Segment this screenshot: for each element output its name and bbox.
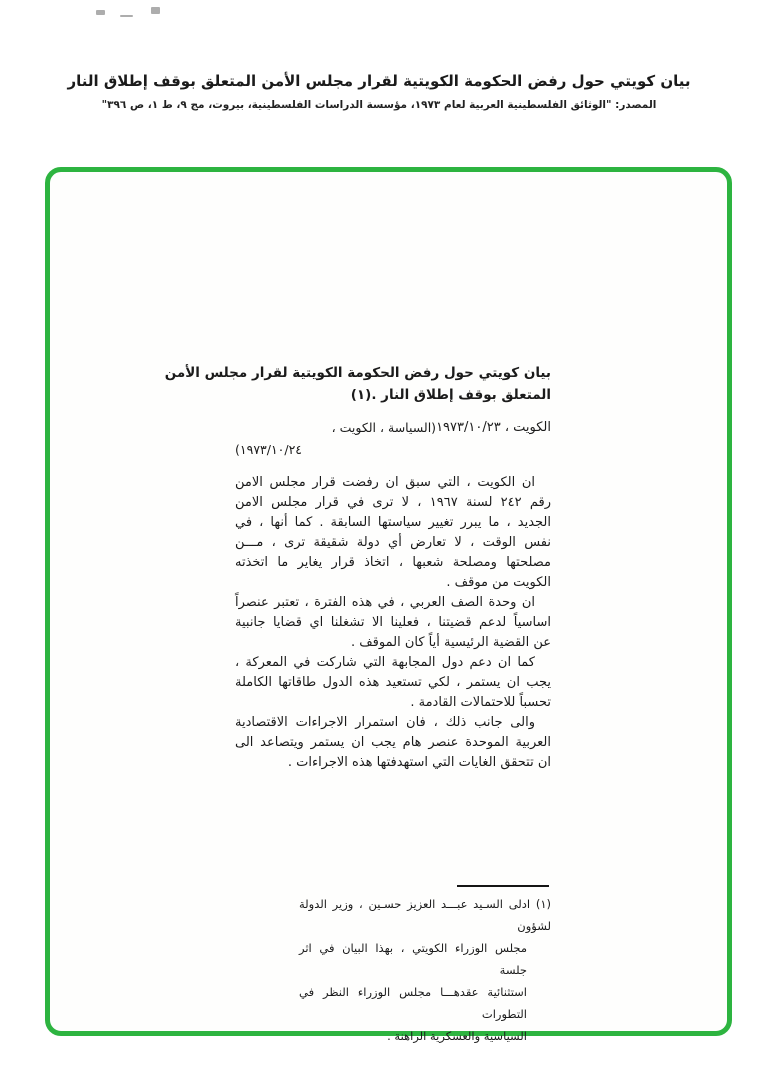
document-frame	[45, 167, 732, 1043]
document-title	[164, 362, 551, 406]
text-line: نفس الوقت ، لا تعارض أي دولة شقيقة ترى ، مـــن	[235, 535, 551, 550]
text-line: ان الكويت ، التي سبق ان رفضت قرار مجلس الامن	[235, 475, 535, 490]
text-line: العربية الموحدة عنصر هام يجب ان يستمر ويتصاعد الى	[235, 735, 551, 750]
paragraph	[235, 713, 551, 773]
source-attribution-line: (السياسة ، الكويت ،	[331, 420, 437, 435]
text-line: استثنائية عقدهـــا مجلس الوزراء النظر في التطورات	[299, 985, 527, 1021]
paragraph	[235, 653, 551, 713]
text-line: (١) ادلى السـيد عبـــد العزيز حسـين ، وزير الدولة لشؤون	[299, 897, 551, 933]
document-body	[235, 473, 551, 773]
paragraph	[235, 593, 551, 653]
text-line: والى جانب ذلك ، فان استمرار الاجراءات الاقتصادية	[235, 715, 535, 730]
page-header-title: بيان كويتي حول رفض الحكومة الكويتية لقرار مجلس الأمن المتعلق بوقف إطلاق النار	[67, 72, 691, 90]
scan-artifact	[151, 7, 160, 14]
text-line: عن القضية الرئيسية أياً كان الموقف .	[350, 635, 551, 650]
footnote-text	[299, 893, 551, 1047]
text-line: المتعلق بوقف إطلاق النار .(١)	[350, 387, 551, 403]
text-line: كما ان دعم دول المجابهة التي شاركت في المعركة ،	[235, 655, 535, 670]
text-line: تحسباً للاحتمالات القادمة .	[410, 695, 551, 710]
text-line: الجديد ، ما يبرر تغيير سياستها السابقة . كما أنها ، في	[235, 515, 551, 530]
paragraph	[235, 473, 551, 593]
text-line: الكويت من موقف .	[446, 575, 551, 590]
text-line: مجلس الوزراء الكويتي ، بهذا البيان في اثر جلسة	[299, 941, 527, 977]
dateline: الكويت ، ١٩٧٣/١٠/٢٣	[436, 420, 551, 435]
text-line: ان تتحقق الغايات التي استهدفتها هذه الاجراءات .	[287, 755, 551, 770]
source-attribution	[235, 417, 436, 461]
scan-artifact	[96, 10, 105, 15]
scan-artifact	[120, 15, 133, 17]
footnote	[299, 885, 551, 1047]
text-line: بيان كويتي حول رفض الحكومة الكويتية لقرار مجلس الأمن	[164, 365, 551, 381]
text-line: السياسية والعسكرية الراهنة .	[387, 1029, 527, 1043]
text-line: رقم ٢٤٢ لسنة ١٩٦٧ ، لا ترى في قرار مجلس الامن	[235, 495, 552, 510]
text-line: اساسياً لدعم قضيتنا ، فعلينا الا تشغلنا اي قضايا جانبية	[235, 615, 551, 630]
document-page	[164, 362, 552, 1047]
text-line: مصلحتها ومصلحة شعبها ، اتخاذ قرار يغاير ما اتخذته	[235, 555, 551, 570]
page-header	[0, 70, 758, 111]
source-attribution-line: ١٩٧٣/١٠/٢٤)	[235, 442, 303, 457]
text-line: ان وحدة الصف العربي ، في هذه الفترة ، تعتبر عنصراً	[235, 595, 535, 610]
page-header-source: المصدر: "الوثائق الفلسطينية العربية لعام ١٩٧٣، مؤسسة الدراسات الفلسطينية، بيروت، مج ٩، ط ١، ص ٣٩٦"	[101, 99, 657, 111]
dateline-row	[235, 417, 551, 461]
footnote-divider	[457, 885, 549, 887]
text-line: يجب ان يستمر ، لكي تستعيد هذه الدول طاقاتها الكاملة	[235, 675, 551, 690]
